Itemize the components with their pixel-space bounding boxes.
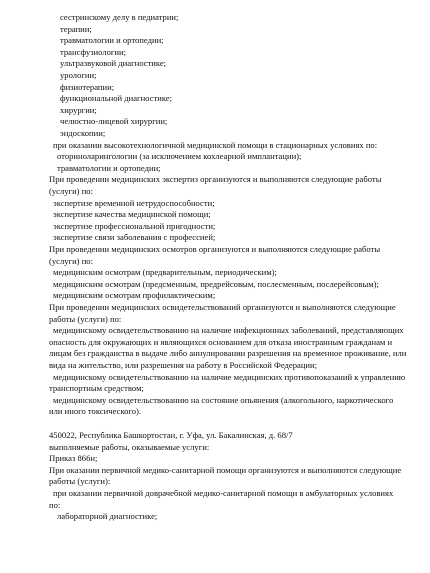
- text-line: экспертизе временной нетрудоспособности;: [53, 197, 215, 208]
- text-line: эндоскопии;: [60, 128, 106, 138]
- section-heading: При оказании первичной медико-санитарной помощи организуются и выполняются следующие: [49, 464, 402, 475]
- text-line: трансфузиологии;: [60, 46, 127, 57]
- text-line: физиотерапии;: [60, 81, 115, 92]
- text-line: травматологии и ортопедии;: [60, 35, 164, 46]
- text-line: урологии;: [60, 70, 97, 80]
- text-line: выполняемые работы, оказываемые услуги:: [49, 441, 210, 452]
- text-line: терапии;: [60, 23, 92, 34]
- text-line: при оказании высокотехнологичной медицинской помощи в стационарных условиях по:: [53, 139, 378, 150]
- text-line: экспертизе профессиональной пригодности;: [53, 220, 216, 231]
- text-line: ультразвуковой диагностике;: [60, 58, 167, 69]
- text-line: опасность для окружающих и являющихся основанием для отказа иностранным гражданам и: [49, 336, 393, 347]
- text-line: медицинскому освидетельствованию на наличие медицинских противопоказаний к управлению: [53, 371, 406, 382]
- text-line: медицинскому освидетельствованию на состояние опьянения (алкогольного, наркотического: [53, 394, 394, 405]
- text-line: оториноларингологии (за исключением кохлеарной имплантации);: [57, 151, 302, 162]
- section-heading: (услуги) по:: [49, 186, 93, 196]
- text-line: экспертизе качества медицинской помощи;: [53, 209, 211, 220]
- section-heading: работы (услуги):: [49, 476, 111, 487]
- text-line: медицинскому освидетельствованию на наличие инфекционных заболеваний, представляющих: [53, 325, 404, 336]
- text-line: Приказ 866н;: [49, 453, 98, 464]
- text-line: функциональной диагностике;: [60, 93, 173, 104]
- text-line: или иного токсического).: [49, 406, 142, 417]
- text-line: экспертизе связи заболевания с профессией;: [53, 232, 216, 243]
- section-heading: (услуги) по:: [49, 255, 93, 266]
- text-line: транспортным средством;: [49, 383, 144, 394]
- text-line: челюстно-лицевой хирургии;: [60, 116, 168, 127]
- text-line: хирургии;: [60, 104, 97, 115]
- section-heading: При проведении медицинских освидетельствований организуются и выполняются следующие: [49, 302, 396, 312]
- section-heading: При проведении медицинских осмотров организуются и выполняются следующие работы: [49, 244, 381, 254]
- text-line: вида на жительство, или разрешения на работу в Российской Федерации;: [49, 360, 318, 370]
- text-line: медицинским осмотрам профилактическим;: [53, 290, 216, 301]
- section-heading: При проведении медицинских экспертиз организуются и выполняются следующие работы: [49, 174, 382, 185]
- text-line: сестринскому делу в педиатрии;: [60, 12, 179, 22]
- text-line: медицинским осмотрам (предсменным, предрейсовым, послесменным, послерейсовым);: [53, 278, 379, 289]
- text-line: лабораторной диагностике;: [57, 511, 158, 522]
- text-line: медицинским осмотрам (предварительным, периодическим);: [53, 267, 277, 278]
- section-heading: работы (услуги) по:: [49, 313, 122, 324]
- text-line: травматологии и ортопедии;: [57, 162, 161, 173]
- text-line: при оказании первичной доврачебной медико-санитарной помощи в амбулаторных условиях: [53, 488, 394, 498]
- text-line: лицам без гражданства в выдаче либо аннулировании разрешения на временное проживание, или: [49, 348, 407, 359]
- text-line: по:: [49, 499, 61, 510]
- address-line: 450022, Республика Башкортостан, г. Уфа, ул. Бакалинская, д. 68/7: [49, 430, 293, 440]
